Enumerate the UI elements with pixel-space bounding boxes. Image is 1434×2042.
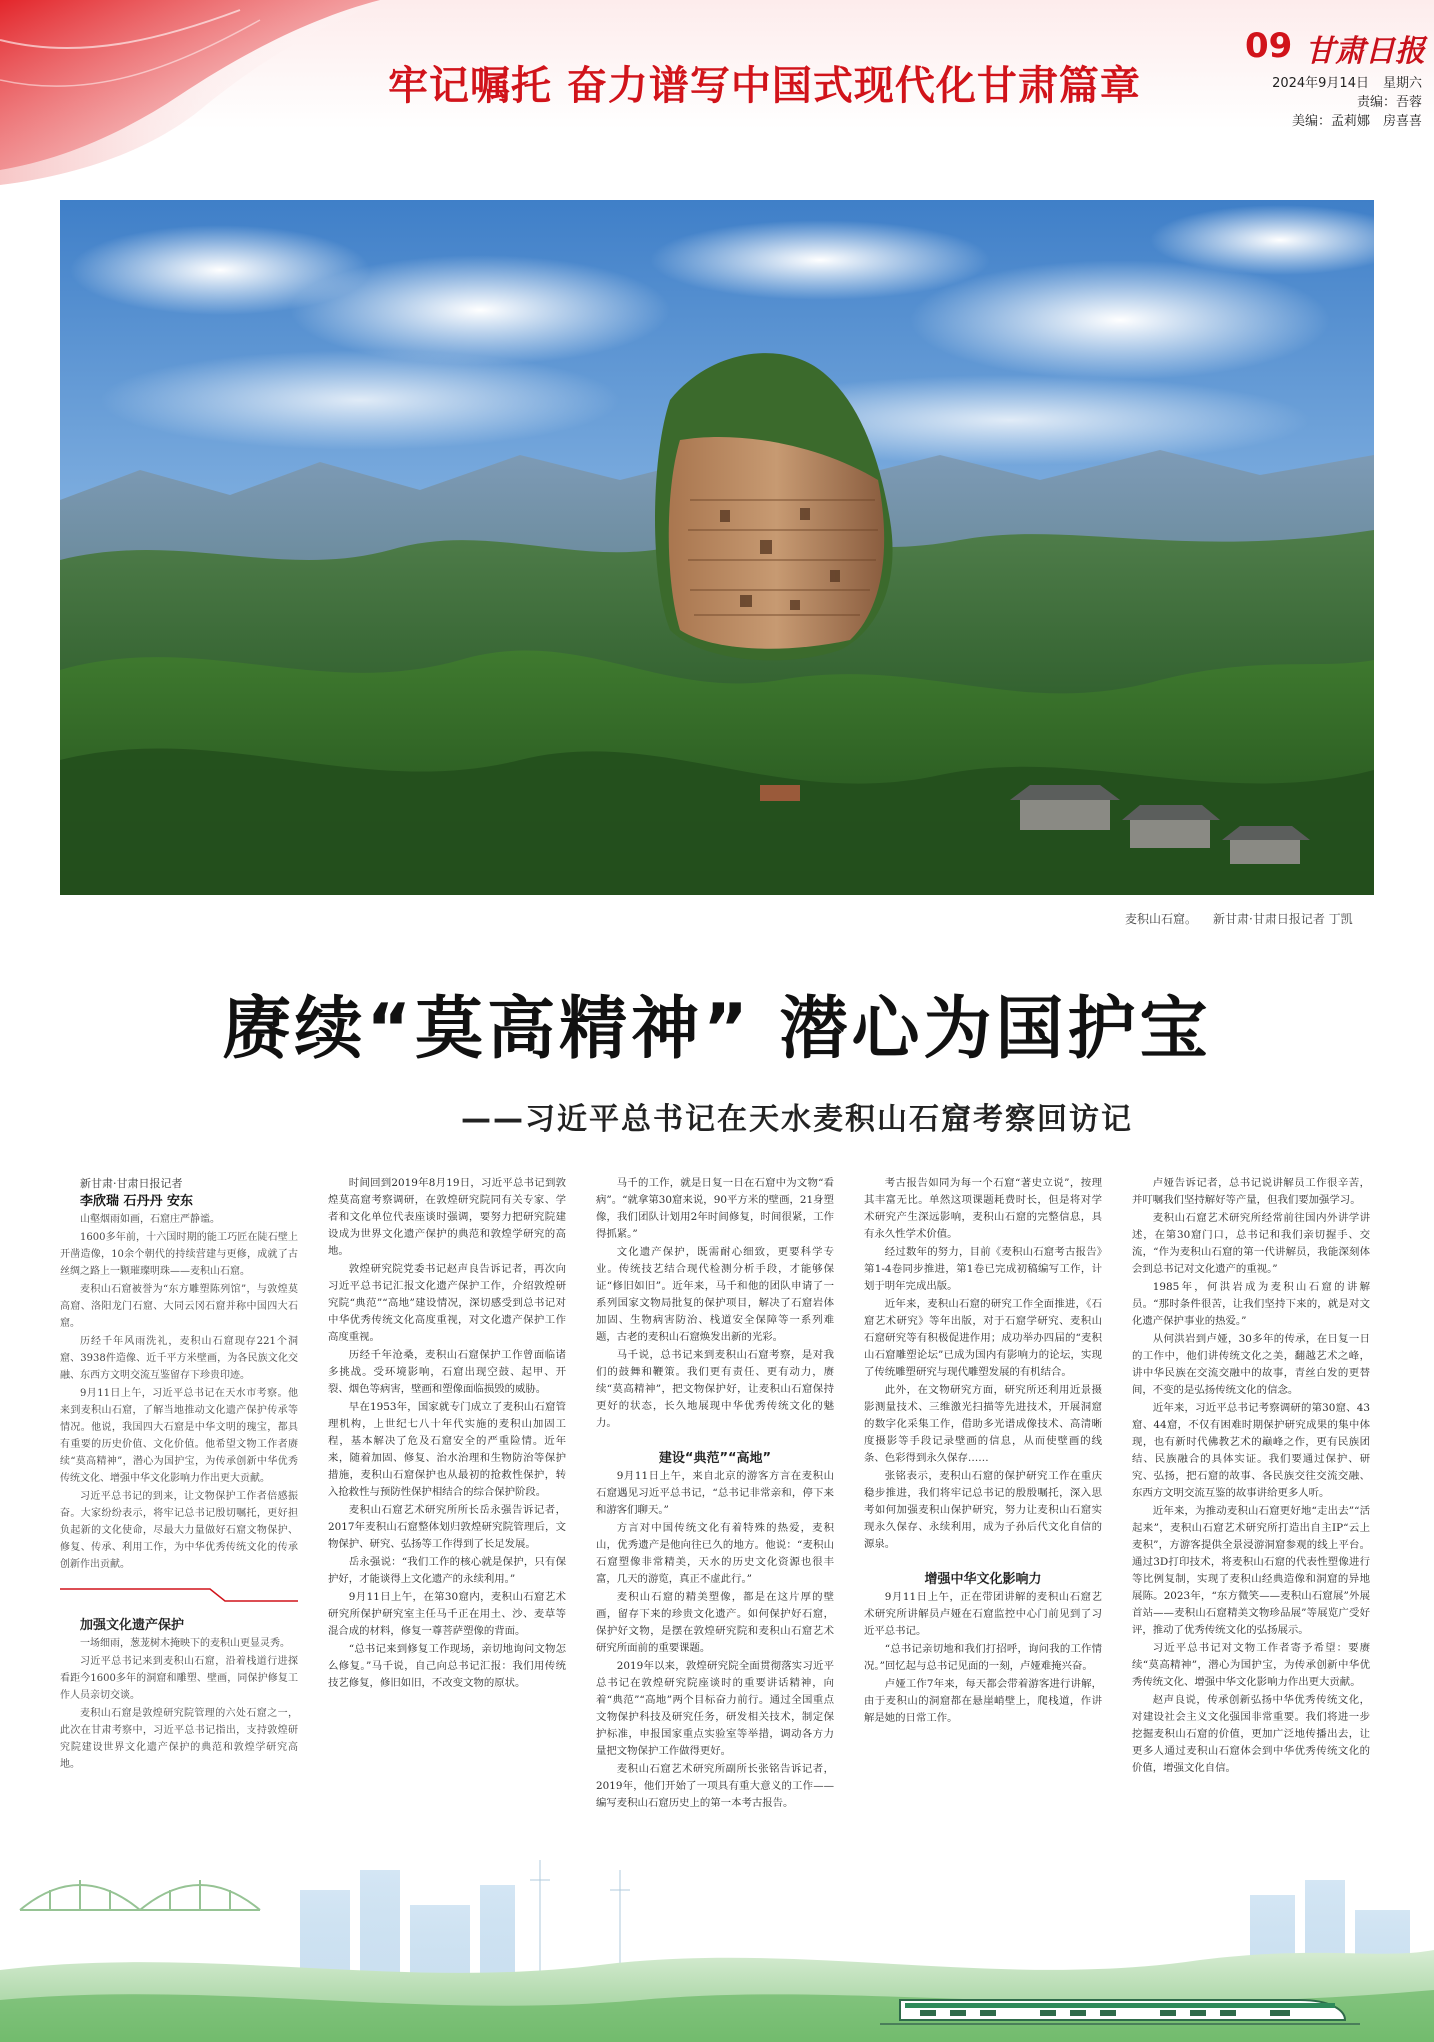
train-graphic (880, 2000, 1360, 2024)
paragraph: 9月11日上午，正在带团讲解的麦积山石窟艺术研究所讲解员卢娅在石窟监控中心门前见到了习近平总书记。 (864, 1591, 1102, 1637)
section-heading-2: 建设“典范”“高地” (658, 1451, 772, 1466)
banner-title: 牢记嘱托 奋力谱写中国式现代化甘肃篇章 (388, 63, 1141, 109)
issue-date: 2024年9月14日 (1272, 76, 1369, 91)
paragraph: 麦积山石窟艺术研究所经常前往国内外讲学讲述，在第30窟门口，总书记和我们亲切握手、交流，“作为麦积山石窟的第一代讲解员，我能深刻体会到总书记对文化遗产的重视。” (1132, 1212, 1370, 1275)
paragraph: 近年来，为推动麦积山石窟更好地“走出去”“活起来”，麦积山石窟艺术研究所打造出自主IP“云上麦积”，方游客提供全景浸游洞窟参观的线上平台。通过3D打印技术，将麦积山石窟的代表性塑像进行等比例复制，实现了麦积山经典造像和洞窟的异地展陈。2023年，“东方微笑——麦积山石窟展”外展首站——麦积山石窟精美文物珍品展”等展览广受好评，推动了优秀传统文化的弘扬展示。 (1132, 1505, 1370, 1636)
column-4 (864, 1175, 1102, 1728)
maijishan-grottoes-photo (60, 200, 1374, 895)
paragraph: 习近平总书记来到麦积山石窟，沿着栈道行进探看距今1600多年的洞窟和雕塑、壁画，同保护修复工作人员亲切交谈。 (60, 1656, 298, 1701)
page-number: 09 (1245, 26, 1293, 66)
paragraph: 从何洪岩到卢娅，30多年的传承，在日复一日的工作中，他们讲传统文化之美，翻越艺术之峰，讲中华民族在交流交融中的故事，青丝白发的更替间，不变的是弘扬传统文化的信念。 (1132, 1333, 1370, 1396)
section-heading-3: 增强中华文化影响力 (924, 1572, 1042, 1587)
paragraph: 近年来，习近平总书记考察调研的第30窟、43窟、44窟，不仅有困难时期保护研究成果的集中体现，也有新时代佛教艺术的巅峰之作，更有民族团结、民族融合的具体实证。我们要通过保护、研究、弘扬，把石窟的故事、各民族交往交流交融、东西方文明交流互鉴的故事讲给更多人听。 (1132, 1402, 1370, 1499)
article-body (60, 1175, 1374, 1845)
paragraph: “总书记来到修复工作现场，亲切地询问文物怎么修复。”马千说，自己向总书记汇报：我们用传统技艺修复，修旧如旧，不改变文物的原状。 (328, 1643, 566, 1689)
paragraph: 2019年以来，敦煌研究院全面贯彻落实习近平总书记在敦煌研究院座谈时的重要讲话精神，向着“典范”“高地”两个目标奋力前行。通过全国重点文物保护科技及研究任务，研发相关技术，制定保护标准，申报国家重点实验室等举措，调动各方力量把文物保护工作做得更好。 (596, 1660, 834, 1757)
paragraph: 马千的工作，就是日复一日在石窟中为文物“看病”。“就拿第30窟来说，90平方米的壁画，21身塑像，我们团队计划用2年时间修复，时间很紧，工作得抓紧。” (596, 1177, 834, 1240)
paragraph: 9月11日上午，来自北京的游客方言在麦积山石窟遇见习近平总书记，“总书记非常亲和，停下来和游客们聊天。” (596, 1470, 834, 1516)
paragraph: 马千说，总书记来到麦积山石窟考察，是对我们的鼓舞和鞭策。我们更有责任、更有动力，赓续“莫高精神”，把文物保护好，让麦积山石窟保持更好的状态，长久地展现中华优秀传统文化的魅力。 (596, 1349, 834, 1429)
paragraph: 张铭表示，麦积山石窟的保护研究工作在重庆稳步推进，我们将牢记总书记的殷殷嘱托，深入思考如何加强麦积山保护研究，努力让麦积山石窟实现永久保存、永续利用，成为子孙后代文化自信的源泉。 (864, 1470, 1102, 1550)
paragraph: 考古报告如同为每一个石窟“著史立说”，按理其丰富无比。单然这项课题耗费时长，但是将对学术研究产生深远影响，麦积山石窟的完整信息，具有永久性学术价值。 (864, 1177, 1102, 1240)
photo-credit: 新甘肃·甘肃日报记者 丁凯 (1213, 912, 1353, 926)
column-2 (328, 1175, 566, 1693)
paragraph: “总书记亲切地和我们打招呼，询问我的工作情况。”回忆起与总书记见面的一刻，卢娅难掩兴奋。 (864, 1643, 1102, 1672)
paragraph: 敦煌研究院党委书记赵声良告诉记者，再次向习近平总书记汇报文化遗产保护工作，介绍敦煌研究院“典范”“高地”建设情况，深切感受到总书记对中华优秀传统文化高度重视，对文化遗产保护工作高度重视。 (328, 1263, 566, 1343)
masthead-swoosh-graphic (0, 0, 420, 185)
paragraph: 一场细雨，葱茏树木掩映下的麦积山更显灵秀。 (80, 1638, 290, 1649)
paragraph: 习近平总书记的到来，让文物保护工作者倍感振奋。大家纷纷表示，将牢记总书记殷切嘱托，更好担负起新的文化使命，尽最大力量做好石窟文物保护、修复、传承、利用工作，为中华优秀传统文化的传承创新作出贡献。 (60, 1491, 298, 1570)
paragraph: 赵声良说，传承创新弘扬中华优秀传统文化，对建设社会主义文化强国非常重要。我们将进一步挖掘麦积山石窟的价值，更加广泛地传播出去，让更多人通过麦积山石窟体会到中华优秀传统文化的价值，增强文化自信。 (1132, 1694, 1370, 1774)
red-divider (60, 1579, 298, 1609)
issue-weekday: 星期六 (1382, 76, 1422, 91)
byline-names: 李欣瑞 石丹丹 安东 (80, 1194, 194, 1209)
paragraph: 近年来，麦积山石窟的研究工作全面推进，《石窟艺术研究》等年出版，对于石窟学研究、麦积山石窟研究等有积极促进作用；成功举办四届的“麦积山石窟雕塑论坛”已成为国内有影响力的论坛，实现了传统雕塑研究与现代雕塑发展的有机结合。 (864, 1298, 1102, 1378)
paragraph: 卢娅工作7年来，每天都会带着游客进行讲解，由于麦积山的洞窟都在悬崖峭壁上，爬栈道，作讲解是她的日常工作。 (864, 1678, 1102, 1724)
paragraph: 时间回到2019年8月19日，习近平总书记到敦煌莫高窟考察调研，在敦煌研究院同有关专家、学者和文化单位代表座谈时强调，要努力把研究院建设成为世界文化遗产保护的典范和敦煌学研究的高地。 (328, 1177, 566, 1257)
article-subhead: ——习近平总书记在天水麦积山石窟考察回访记 (461, 1102, 1133, 1137)
editor-credit: 责编：吾蓉 (1356, 95, 1422, 110)
paragraph: 麦积山石窟艺术研究所所长岳永强告诉记者，2017年麦积山石窟整体划归敦煌研究院管理后，文物保护、研究、弘扬等工作得到了长足发展。 (328, 1504, 566, 1550)
paragraph: 此外，在文物研究方面，研究所还利用近景摄影测量技术、三维激光扫描等先进技术，开展洞窟的数字化采集工作，借助多光谱成像技术、高清晰度摄影等手段记录壁画的信息，从而使壁画的线条、色彩得到永久保存…… (864, 1384, 1102, 1464)
photo-caption (1125, 910, 1353, 927)
paragraph: 麦积山石窟艺术研究所副所长张铭告诉记者，2019年，他们开始了一项具有重大意义的工作——编写麦积山石窟历史上的第一本考古报告。 (596, 1763, 834, 1809)
paragraph: 卢娅告诉记者，总书记说讲解员工作很辛苦，并叮嘱我们坚持解好等产量，但我们要加强学习。 (1132, 1177, 1370, 1206)
hero-photo (60, 200, 1374, 895)
paragraph: 方言对中国传统文化有着特殊的热爱，麦积山，优秀遗产是他向往已久的地方。他说：“麦积山石窟塑像非常精美，天水的历史文化资源也很丰富，几天的游览，真正不虚此行。” (596, 1522, 834, 1585)
paragraph: 经过数年的努力，目前《麦积山石窟考古报告》第1-4卷同步推进，第1卷已完成初稿编写工作，计划于明年完成出版。 (864, 1246, 1102, 1292)
designer-credit: 美编：孟莉娜 房喜喜 (1291, 114, 1422, 129)
paragraph: 山壑烟雨如画，石窟庄严静谧。 (80, 1214, 220, 1225)
column-1 (60, 1175, 298, 1774)
column-3 (596, 1175, 834, 1813)
article-headline: 赓续“莫高精神” 潜心为国护宝 (222, 990, 1212, 1069)
section-heading-1: 加强文化遗产保护 (80, 1618, 185, 1633)
paragraph: 9月11日上午，习近平总书记在天水市考察。他来到麦积山石窟，了解当地推动文化遗产保护传承等情况。他说，我国四大石窟是中华文明的瑰宝，都具有重要的历史价值、文化价值。他希望文物工作者赓续“莫高精神”，潜心为国护宝，为传承创新中华优秀传统文化、增强中华文化影响力作出更大贡献。 (60, 1388, 298, 1484)
caption-text: 麦积山石窟。 (1125, 912, 1198, 926)
paragraph: 习近平总书记对文物工作者寄予希望：要赓续“莫高精神”，潜心为国护宝，为传承创新中华优秀传统文化、增强中华文化影响力作出更大贡献。 (1132, 1642, 1370, 1688)
paragraph: 1600多年前，十六国时期的能工巧匠在陡石壁上开凿造像，10余个朝代的持续营建与更修，成就了古丝绸之路上一颗璀璨明珠——麦积山石窟。 (60, 1232, 298, 1277)
paragraph: 早在1953年，国家就专门成立了麦积山石窟管理机构，上世纪七八十年代实施的麦积山加固工程，基本解决了危及石窟安全的严重险情。近年来，随着加固、修复、治水治理和生物防治等保护措施，麦积山石窟保护也从最初的抢救性保护，转入抢救性与预防性保护相结合的综合保护阶段。 (328, 1401, 566, 1498)
paragraph: 岳永强说：“我们工作的核心就是保护，只有保护好，才能谈得上文化遗产的永续利用。” (328, 1556, 566, 1585)
masthead (0, 0, 1434, 185)
byline-org: 新甘肃·甘肃日报记者 (80, 1177, 183, 1190)
footer-decoration (0, 1850, 1434, 2042)
skyline-footer-graphic (0, 1850, 1434, 2042)
paper-logo: 甘肃日报 (1305, 34, 1425, 69)
paragraph: 麦积山石窟是敦煌研究院管理的六处石窟之一，此次在甘肃考察中，习近平总书记指出，支持敦煌研究院建设世界文化遗产保护的典范和敦煌学研究高地。 (60, 1708, 298, 1770)
column-5 (1132, 1175, 1370, 1778)
paragraph: 9月11日上午，在第30窟内，麦积山石窟艺术研究所保护研究室主任马千正在用土、沙、麦草等混合成的材料，修复一尊菩萨塑像的背面。 (328, 1591, 566, 1637)
page-meta (1272, 74, 1422, 131)
paragraph: 历经千年沧桑，麦积山石窟保护工作曾面临诸多挑战。受环境影响，石窟出现空鼓、起甲、开裂、烟色等病害，壁画和塑像面临损毁的威胁。 (328, 1349, 566, 1395)
paragraph: 麦积山石窟被誉为“东方雕塑陈列馆”，与敦煌莫高窟、洛阳龙门石窟、大同云冈石窟并称中国四大石窟。 (60, 1284, 298, 1329)
paragraph: 文化遗产保护，既需耐心细致，更要科学专业。传统技艺结合现代检测分析手段，才能够保证“修旧如旧”。近年来，马千和他的团队申请了一系列国家文物局批复的保护项目，解决了石窟岩体加固、生物病害防治、栈道安全保障等一系列难题，古老的麦积山石窟焕发出新的光彩。 (596, 1246, 834, 1343)
paragraph: 麦积山石窟的精美塑像，都是在这片厚的壁画，留存下来的珍贵文化遗产。如何保护好石窟，保护好文物，是摆在敦煌研究院和麦积山石窟艺术研究所面前的重要课题。 (596, 1591, 834, 1654)
paragraph: 历经千年风雨洗礼，麦积山石窟现存221个洞窟、3938件造像、近千平方米壁画，为各民族文化交融、东西方文明交流互鉴留存下珍贵印迹。 (60, 1336, 298, 1381)
paragraph: 1985年，何洪岩成为麦积山石窟的讲解员。“那时条件很苦，让我们坚持下来的，就是对文化遗产保护事业的热爱。” (1132, 1281, 1370, 1327)
